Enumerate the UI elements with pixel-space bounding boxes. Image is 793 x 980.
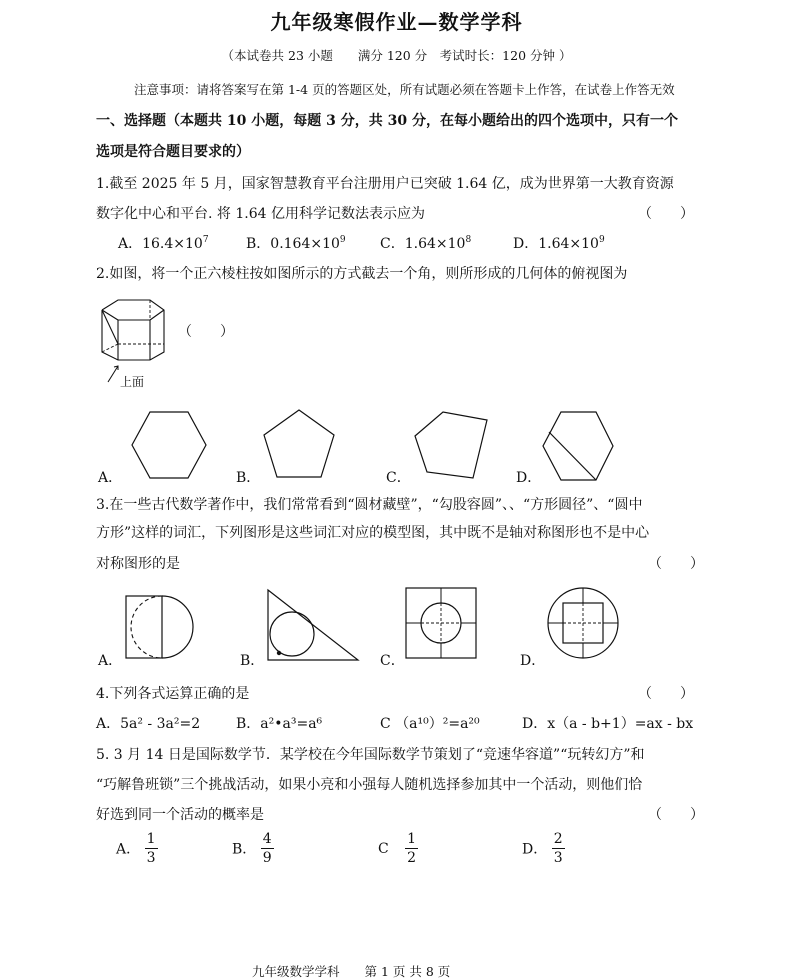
q5-option-c-fraction <box>405 830 418 867</box>
q3-stem-line3: 对称图形的是 <box>96 556 180 572</box>
q4-option-a: A．5a² - 3a²=2 <box>96 716 201 732</box>
q5-option-c-num: 1 <box>407 831 417 847</box>
q5-option-d-num: 2 <box>553 831 563 847</box>
q1-stem-line2: 数字化中心和平台. 将 1.64 亿用科学记数法表示应为 <box>96 206 425 222</box>
q5-option-d-fraction <box>552 830 565 867</box>
q5-option-a-label: A． <box>116 841 141 858</box>
q5-option-b <box>232 830 274 867</box>
q5-answer-paren: （ ） <box>648 807 704 823</box>
q2-answer-paren: （ ） <box>178 324 234 340</box>
exam-info: （本试卷共 23 小题 满分 120 分 考试时长：120 分钟 ） <box>221 48 572 63</box>
q3-option-b: B． <box>240 653 265 669</box>
q3-option-b-figure <box>266 588 360 662</box>
q1-option-b <box>246 233 346 253</box>
q1-option-a <box>118 233 209 253</box>
q3-option-c: C． <box>380 653 405 669</box>
q5-option-a-den: 3 <box>146 850 156 866</box>
q1-option-d-exp: 9 <box>598 235 605 245</box>
q5-option-c-label: C <box>378 840 389 857</box>
q2-option-d: D． <box>516 470 542 486</box>
q2-option-a-hexagon <box>131 410 207 480</box>
q1-option-c-exp: 8 <box>465 235 472 245</box>
q3-answer-paren: （ ） <box>648 556 704 572</box>
q2-option-d-hexagon-cut <box>541 410 615 482</box>
q3-stem-line2: 方形”这样的词汇，下列图形是这些词汇对应的模型图，其中既不是轴对称图形也不是中心 <box>96 525 650 541</box>
q4-option-c: C （a¹⁰）²=a²⁰ <box>380 716 480 732</box>
q5-stem-line2: “巧解鲁班锁”三个挑战活动，如果小亮和小强每人随机选择参加其中一个活动，则他们恰 <box>96 777 643 793</box>
q2-view-label: 上面 <box>120 375 145 389</box>
q3-option-c-figure <box>404 586 478 660</box>
q1-option-b-exp: 9 <box>339 235 346 245</box>
q5-option-a-fraction <box>145 830 158 867</box>
q2-option-c: C． <box>386 470 411 486</box>
page-footer: 九年级数学学科 第 1 页 共 8 页 <box>252 964 451 979</box>
q1-stem-line1: 1.截至 2025 年 5 月，国家智慧教育平台注册用户已突破 1.64 亿，成为世界第一大教育资源 <box>96 176 674 192</box>
q3-option-d: D． <box>520 653 546 669</box>
q2-stem: 2.如图，将一个正六棱柱按如图所示的方式截去一个角，则所形成的几何体的俯视图为 <box>96 266 628 282</box>
q5-option-a-num: 1 <box>146 831 156 847</box>
q2-option-a: A． <box>98 470 123 486</box>
q1-option-a-exp: 7 <box>202 235 209 245</box>
section-heading-line2: 选项是符合题目要求的） <box>96 144 250 160</box>
q5-option-c <box>378 830 418 867</box>
q5-stem-line3: 好选到同一个活动的概率是 <box>96 807 264 823</box>
q5-option-d-label: D． <box>522 841 548 858</box>
page-title: 九年级寒假作业—数学学科 <box>270 10 523 34</box>
q5-option-d <box>522 830 565 867</box>
q5-option-c-den: 2 <box>407 850 417 866</box>
q5-option-d-den: 3 <box>553 850 563 866</box>
q5-option-b-label: B． <box>232 841 257 858</box>
q5-option-b-den: 9 <box>262 850 272 866</box>
q2-option-b: B． <box>236 470 261 486</box>
q1-answer-paren: （ ） <box>638 206 694 222</box>
q4-option-d: D．x（a - b+1）=ax - bx <box>522 716 694 732</box>
q5-option-b-fraction <box>261 830 274 867</box>
q5-option-b-num: 4 <box>262 831 272 847</box>
q3-option-a-figure <box>124 592 210 662</box>
q2-option-c-pentagon <box>413 410 489 480</box>
q1-option-b-label: B．0.164×10 <box>246 236 340 252</box>
q3-option-a: A． <box>98 653 123 669</box>
q1-option-c-label: C．1.64×10 <box>380 236 466 252</box>
q1-option-d-label: D．1.64×10 <box>513 236 599 252</box>
q1-option-c <box>380 233 471 253</box>
q5-option-a <box>116 830 158 867</box>
section-heading-line1: 一、选择题（本题共 10 小题，每题 3 分，共 30 分，在每小题给出的四个选项中，只有一个 <box>96 113 678 129</box>
q3-stem-line1: 3.在一些古代数学著作中，我们常常看到“圆材藏壁”，“勾股容圆”、、“方形圆径”、“圆中 <box>96 497 643 513</box>
q4-answer-paren: （ ） <box>638 686 694 702</box>
q5-stem-line1: 5. 3 月 14 日是国际数学节．某学校在今年国际数学节策划了“竞速华容道”“玩转幻方”和 <box>96 747 645 763</box>
q1-option-d <box>513 233 605 253</box>
q4-stem: 4.下列各式运算正确的是 <box>96 686 250 702</box>
notice: 注意事项：请将答案写在第 1-4 页的答题区处，所有试题必须在答题卡上作答，在试卷上作答无效 <box>134 82 675 97</box>
q4-option-b: B．a²•a³=a⁶ <box>236 716 323 732</box>
q2-option-b-pentagon <box>262 408 336 480</box>
q3-option-d-figure <box>546 586 620 660</box>
q1-option-a-label: A．16.4×10 <box>118 236 203 252</box>
